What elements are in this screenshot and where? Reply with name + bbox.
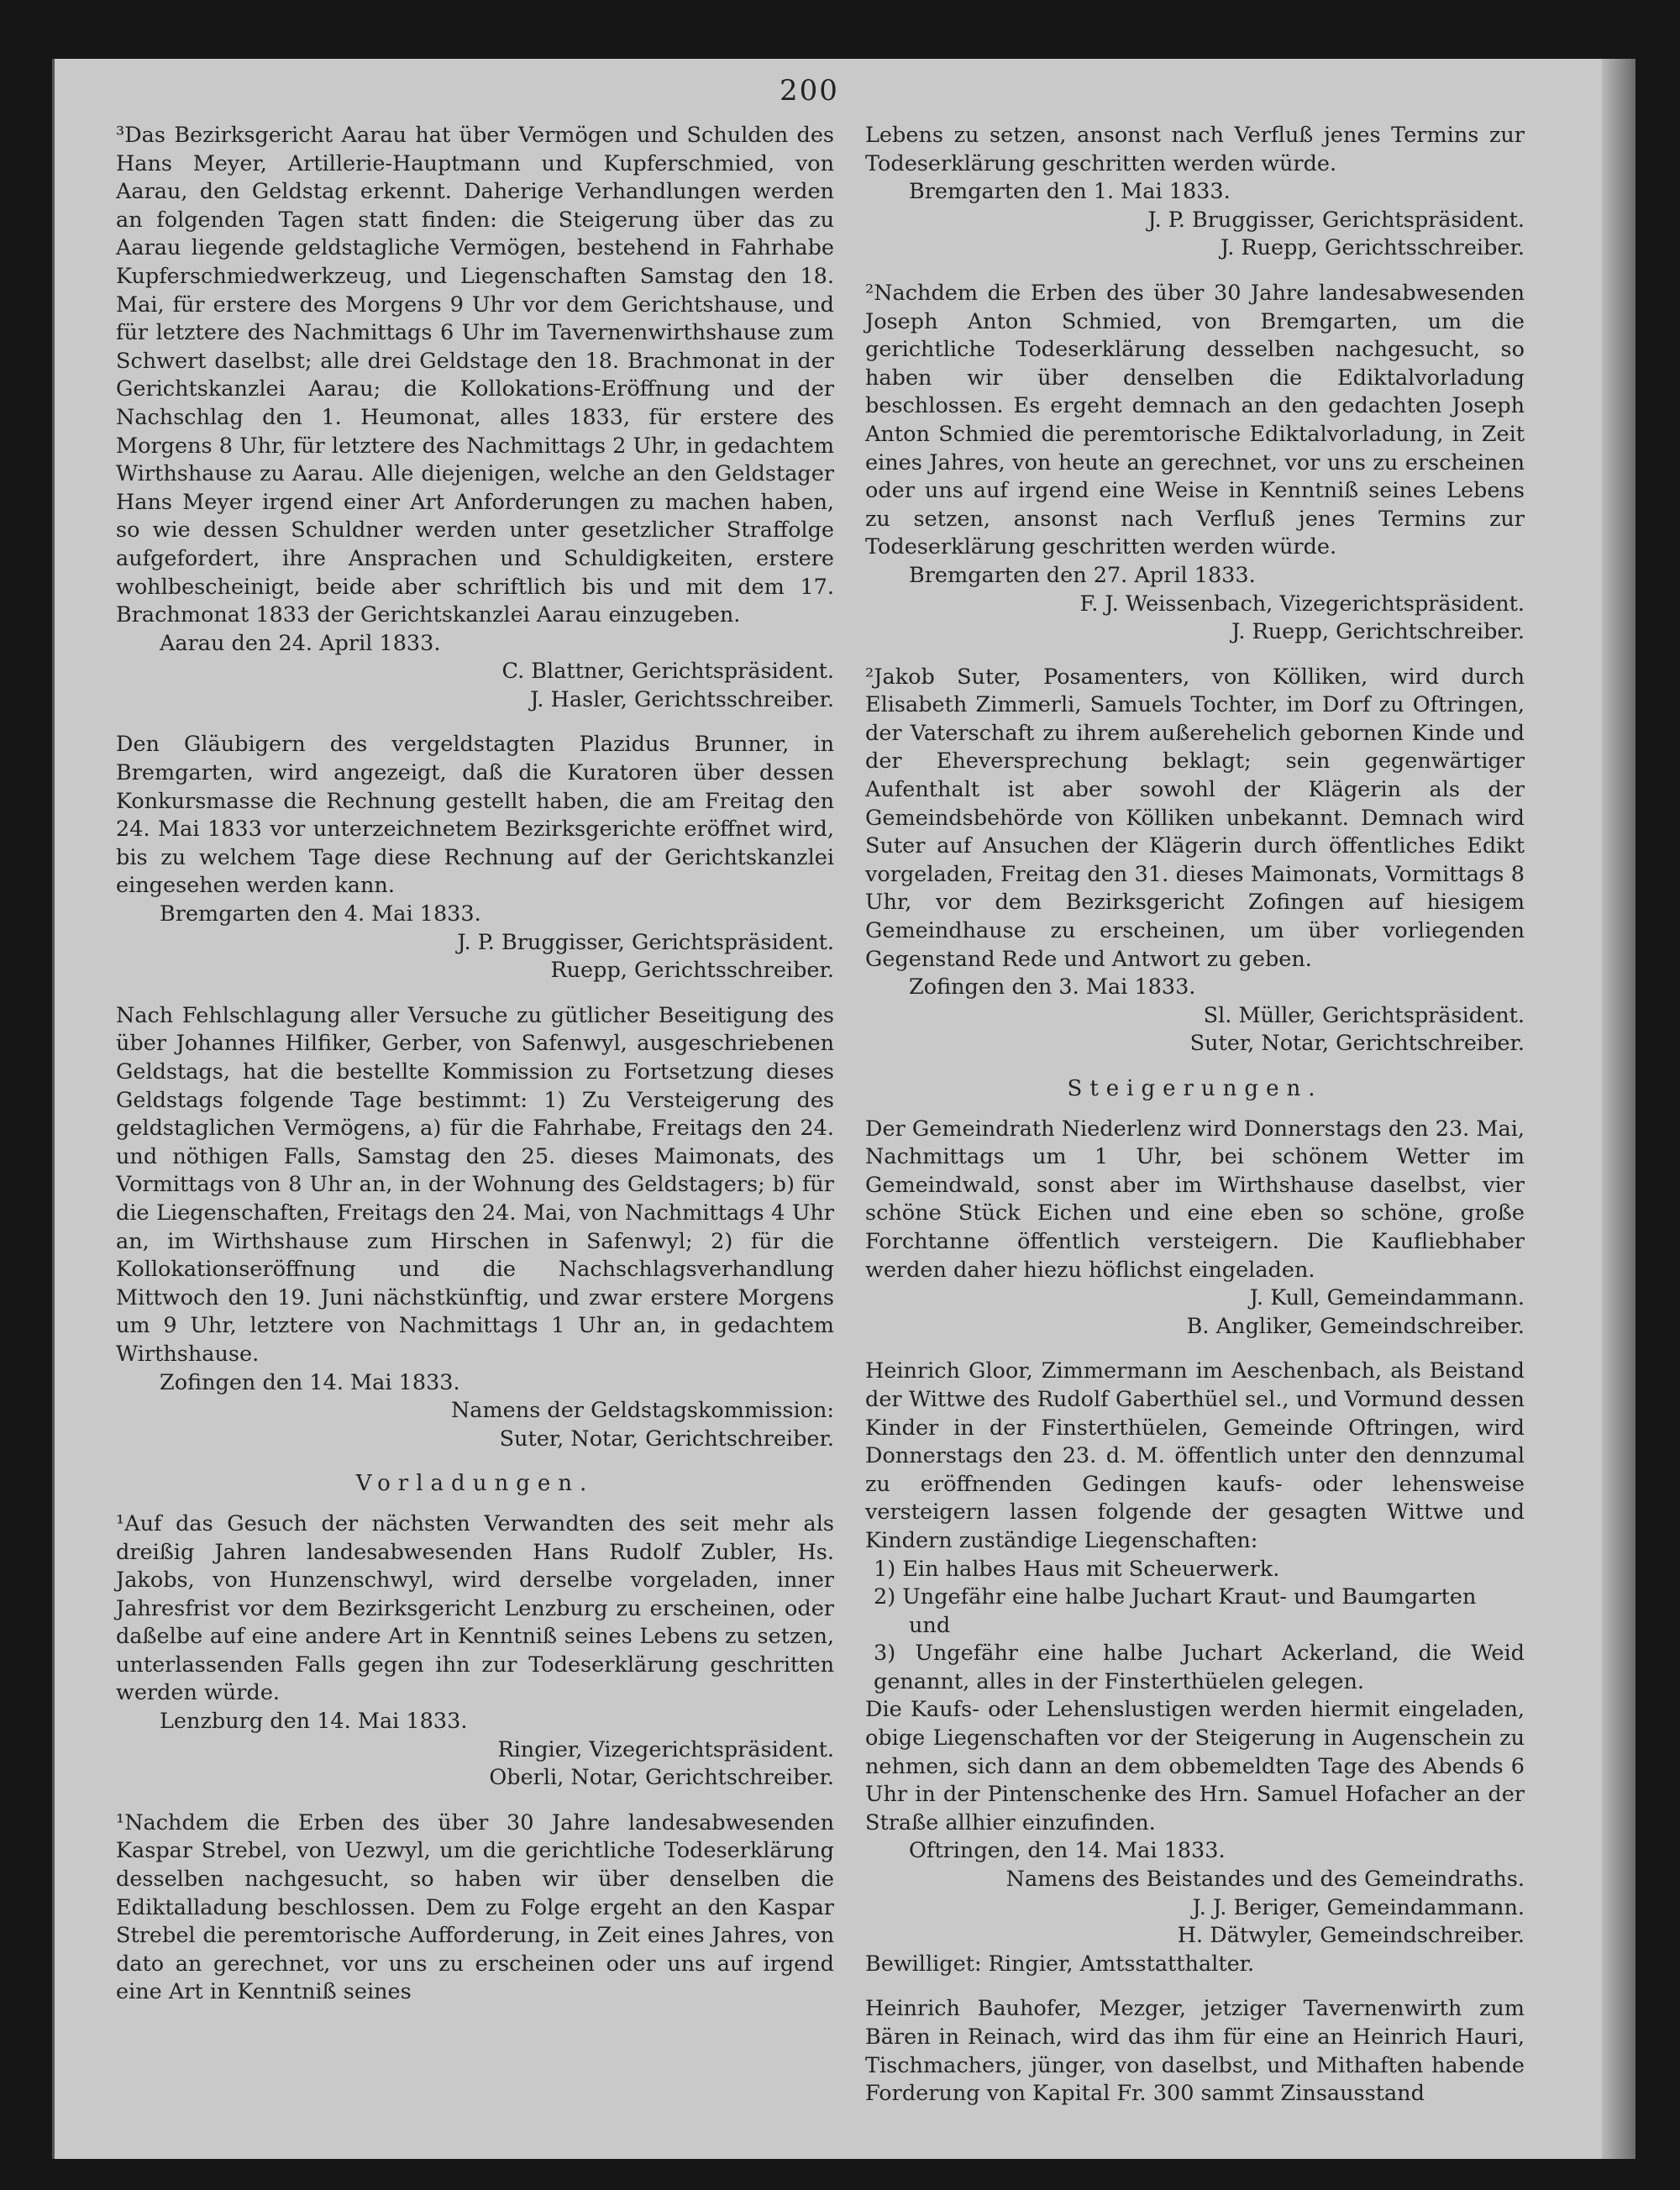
- signature: J. Ruepp, Gerichtschreiber.: [1231, 619, 1525, 645]
- notice-body: ³Das Bezirksgericht Aarau hat über Vermögen und Schulden des Hans Meyer, Artillerie-Hauptmann und Kupferschmied, von Aarau, den Geldstag erkennt. Daherige Verhandlungen werden an folgenden Tagen statt finden: die Steigerung über das zu Aarau liegende geldstagliche Vermögen, bestehend in Fahrhabe Kupferschmiedwerkzeug, und Liegenschaften Samstag den 18. Mai, für erstere des Morgens 9 Uhr vor dem Gerichtshause, und für letztere des Nachmittags 6 Uhr im Tavernenwirthshause zum Schwert daselbst; alle drei Geldstage den 18. Brachmonat in der Gerichtskanzlei Aarau; die Kollokations-Eröffnung und der Nachschlag den 1. Heumonat, alles 1833, für erstere des Morgens 8 Uhr, für letztere des Nachmittags 2 Uhr, in gedachtem Wirthshause zu Aarau. Alle diejenigen, welche an den Geldstager Hans Meyer irgend einer Art Anforderungen zu machen haben, so wie dessen Schuldner werden unter gesetzlicher Straffolge aufgefordert, ihre Ansprachen und Schuldigkeiten, erstere wohlbescheinigt, beide aber schriftlich bis und mit dem 17. Brachmonat 1833 der Gerichtskanzlei Aarau einzugeben.: [116, 123, 834, 628]
- notice-brunner: [116, 731, 834, 985]
- notice-zubler: [116, 1510, 834, 1793]
- signature: J. Kull, Gemeindammann.: [1249, 1285, 1525, 1311]
- notice-schmied: [865, 280, 1525, 647]
- signature: Namens der Geldstagskommission:: [450, 1398, 834, 1424]
- notice-strebel: [116, 1809, 834, 2007]
- notice-body: Heinrich Gloor, Zimmermann im Aeschenbach, als Beistand der Wittwe des Rudolf Gaberthüel sel., und Vormund dessen Kinder in der Finsterthüelen, Gemeinde Oftringen, wird Donnerstags den 23. d. M. öffentlich unter den dennzumal zu eröffnenden Gedingen kaufs- oder lehensweise versteigern lassen folgende der gesagten Wittwe und Kindern zuständige Liegenschaften:: [865, 1358, 1525, 1553]
- signature: J. J. Beriger, Gemeindammann.: [1192, 1894, 1525, 1920]
- signature: J. Hasler, Gerichtsschreiber.: [530, 686, 834, 712]
- signature: Oberli, Notar, Gerichtschreiber.: [489, 1765, 834, 1791]
- notice-date: Bremgarten den 27. April 1833.: [909, 562, 1256, 588]
- approval-line: Bewilliget: Ringier, Amtsstatthalter.: [865, 1951, 1255, 1977]
- notice-date: Lenzburg den 14. Mai 1833.: [160, 1709, 468, 1735]
- left-column: [116, 122, 834, 2024]
- notice-geldstag-meyer: [116, 122, 834, 714]
- item-text: Ungefähr eine halbe Juchart Kraut- und Baumgarten: [902, 1584, 1477, 1610]
- list-item: [865, 1583, 1525, 1612]
- item-text: Ein halbes Haus mit Scheuerwerk.: [902, 1556, 1280, 1582]
- notice-date: Oftringen, den 14. Mai 1833.: [909, 1838, 1226, 1864]
- notice-body: Heinrich Bauhofer, Mezger, jetziger Tavernenwirth zum Bären in Reinach, wird das ihm für eine an Heinrich Hauri, Tischmachers, jünger, von daselbst, und Mithaften habende Forderung von Kapital Fr. 300 sammt Zinsausstand: [865, 1996, 1525, 2107]
- signature: Ringier, Vizegerichtspräsident.: [497, 1736, 834, 1762]
- list-item-continuation: [865, 1612, 1525, 1641]
- notice-strebel-continued: [865, 122, 1525, 263]
- signature: Suter, Notar, Gerichtschreiber.: [499, 1426, 834, 1452]
- signature: F. J. Weissenbach, Vizegerichtspräsident.: [1079, 591, 1525, 617]
- signature: Ruepp, Gerichtsschreiber.: [550, 958, 834, 984]
- notice-date: Bremgarten den 1. Mai 1833.: [909, 179, 1231, 205]
- item-number: 1): [874, 1556, 896, 1582]
- notice-body: Nach Fehlschlagung aller Versuche zu gütlicher Beseitigung des über Johannes Hilfiker, Gerber, von Safenwyl, ausgeschriebenen Geldstags, hat die bestellte Kommission zu Fortsetzung dieses Geldstags folgende Tage bestimmt: 1) Zu Versteigerung des geldstaglichen Vermögens, a) für die Fahrhabe, Freitags den 24. und nöthigen Falls, Samstag den 25. dieses Maimonats, des Vormittags von 8 Uhr an, in der Wohnung des Geldstagers; b) für die Liegenschaften, Freitags den 24. Mai, von Nachmittags 4 Uhr an, im Wirthshause zum Hirschen in Safenwyl; 2) für die Kollokationseröffnung und die Nachschlagsverhandlung Mittwoch den 19. Juni nächstkünftig, und zwar erstere Morgens um 9 Uhr, letztere von Nachmittags 1 Uhr an, in gedachtem Wirthshause.: [116, 1002, 834, 1367]
- signature: Namens des Beistandes und des Gemeindraths.: [1005, 1867, 1525, 1893]
- notice-body: ¹Nachdem die Erben des über 30 Jahre landesabwesenden Kaspar Strebel, von Uezwyl, um die gerichtliche Todeserklärung desselben nachgesucht, so haben wir über denselben die Ediktalladung beschlossen. Dem zu Folge ergeht an den Kaspar Strebel die peremtorische Aufforderung, in Zeit eines Jahres, von dato an gerechnet, vor uns zu erscheinen oder uns auf irgend eine Art in Kenntniß seines: [116, 1809, 834, 2005]
- signature: C. Blattner, Gerichtspräsident.: [501, 659, 834, 685]
- signature: B. Angliker, Gemeindschreiber.: [1186, 1313, 1525, 1339]
- notice-gloor: [865, 1358, 1525, 1978]
- notice-bauhofer: [865, 1995, 1525, 2108]
- signature: J. P. Bruggisser, Gerichtspräsident.: [457, 929, 834, 955]
- notice-body: ²Nachdem die Erben des über 30 Jahre landesabwesenden Joseph Anton Schmied, von Bremgarten, um die gerichtliche Todeserklärung desselben nachgesucht, so haben wir über denselben die Ediktalvorladung beschlossen. Es ergeht demnach an den gedachten Joseph Anton Schmied die peremtorische Ediktalvorladung, in Zeit eines Jahres, von heute an gerechnet, vor uns zu erscheinen oder uns auf irgend eine Weise in Kenntniß seines Lebens zu setzen, ansonst nach Verfluß jenes Termins zur Todeserklärung geschritten werden würde.: [865, 280, 1525, 560]
- item-number: 3): [874, 1641, 896, 1667]
- notice-body: ¹Auf das Gesuch der nächsten Verwandten des seit mehr als dreißig Jahren landesabwesenden Hans Rudolf Zubler, Hs. Jakobs, von Hunzenschwyl, wird derselbe vorgeladen, inner Jahresfrist vor dem Bezirksgericht Lenzburg zu erscheinen, oder daßelbe auf eine andere Art in Kenntniß seines Lebens zu setzen, unterlassenden Falls gegen ihn zur Todeserklärung geschritten werden würde.: [116, 1510, 834, 1706]
- item-continuation-text: und: [909, 1612, 951, 1638]
- notice-body: Lebens zu setzen, ansonst nach Verfluß jenes Termins zur Todeserklärung geschritten werden würde.: [865, 123, 1525, 176]
- notice-body-continued: Die Kaufs- oder Lehenslustigen werden hiermit eingeladen, obige Liegenschaften vor der Steigerung in Augenschein zu nehmen, sich dann an dem obbemeldten Tage des Abends 6 Uhr in der Pintenschenke des Hrn. Samuel Hofacher an der Straße allhier einzufinden.: [865, 1697, 1525, 1836]
- notice-body: Der Gemeindrath Niederlenz wird Donnerstags den 23. Mai, Nachmittags um 1 Uhr, bei schönem Wetter im Gemeindwald, sonst aber im Wirthshause daselbst, vier schöne Stück Eichen und eine eben so schöne, große Forchtanne öffentlich versteigern. Die Kaufliebhaber werden daher hiezu höflichst eingeladen.: [865, 1116, 1525, 1283]
- section-heading-vorladungen: Vorladungen.: [355, 1471, 595, 1497]
- signature: Sl. Müller, Gerichtspräsident.: [1203, 1002, 1525, 1028]
- signature: J. Ruepp, Gerichtsschreiber.: [1220, 235, 1525, 261]
- notice-date: Bremgarten den 4. Mai 1833.: [160, 901, 481, 927]
- item-number: 2): [874, 1584, 896, 1610]
- section-heading-steigerungen: Steigerungen.: [1067, 1076, 1323, 1101]
- signature: H. Dätwyler, Gemeindschreiber.: [1177, 1923, 1525, 1949]
- right-column: [865, 122, 1525, 2125]
- notice-hilfiker: [116, 1002, 834, 1454]
- page-spine-shadow: [1602, 59, 1635, 2159]
- notice-suter: [865, 664, 1525, 1058]
- item-text: Ungefähr eine halbe Juchart Ackerland, die Weid genannt, alles in der Finsterthüelen gelegen.: [874, 1641, 1525, 1694]
- notice-date: Zofingen den 3. Mai 1833.: [909, 974, 1196, 1000]
- notice-date: Aarau den 24. April 1833.: [160, 630, 441, 656]
- list-item: [865, 1556, 1525, 1584]
- list-item: [865, 1640, 1525, 1696]
- notice-body: Den Gläubigern des vergeldstagten Plazidus Brunner, in Bremgarten, wird angezeigt, daß die Kuratoren über dessen Konkursmasse die Rechnung gestellt haben, die am Freitag den 24. Mai 1833 vor unterzeichnetem Bezirksgerichte eröffnet wird, bis zu welchem Tage diese Rechnung auf der Gerichtskanzlei eingesehen werden kann.: [116, 732, 834, 899]
- signature: J. P. Bruggisser, Gerichtspräsident.: [1147, 207, 1525, 233]
- notice-body: ²Jakob Suter, Posamenters, von Kölliken, wird durch Elisabeth Zimmerli, Samuels Tochter, im Dorf zu Oftringen, der Vaterschaft zu ihrem außerehelich gebornen Kinde und der Eheversprechung beklagt; sein gegenwärtiger Aufenthalt ist aber sowohl der Klägerin als der Gemeindsbehörde von Kölliken unbekannt. Demnach wird Suter auf Ansuchen der Klägerin durch öffentliches Edikt vorgeladen, Freitag den 31. dieses Maimonats, Vormittags 8 Uhr, vor dem Bezirksgericht Zofingen auf hiesigem Gemeindhause zu erscheinen, um über vorliegenden Gegenstand Rede und Antwort zu geben.: [865, 664, 1525, 972]
- page-number: 200: [780, 74, 839, 108]
- notice-date: Zofingen den 14. Mai 1833.: [160, 1369, 460, 1395]
- signature: Suter, Notar, Gerichtschreiber.: [1189, 1031, 1525, 1057]
- notice-niederlenz: [865, 1116, 1525, 1342]
